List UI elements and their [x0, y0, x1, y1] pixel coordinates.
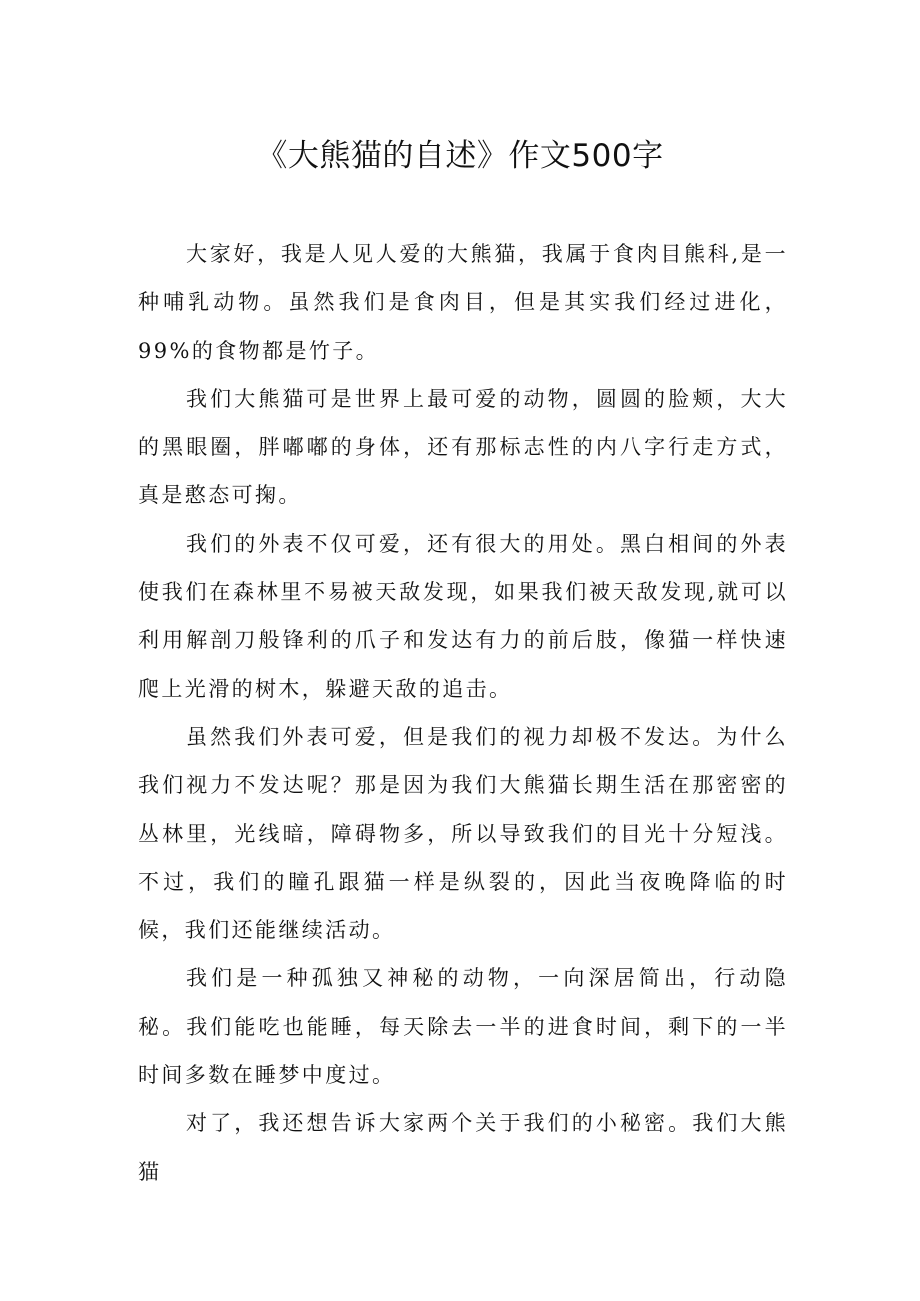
- paragraph-1: 大家好，我是人见人爱的大熊猫，我属于食肉目熊科,是一种哺乳动物。虽然我们是食肉目，但是其实我们经过进化，99%的食物都是竹子。: [138, 242, 788, 363]
- paragraph-5: 我们是一种孤独又神秘的动物，一向深居简出，行动隐秘。我们能吃也能睡，每天除去一半的进食时间，剩下的一半时间多数在睡梦中度过。: [138, 966, 788, 1088]
- paragraph-3: 我们的外表不仅可爱，还有很大的用处。黑白相间的外表使我们在森林里不易被天敌发现，如果我们被天敌发现,就可以利用解剖刀般锋利的爪子和发达有力的前后肢，像猫一样快速爬上光滑的树木，躲避天敌的追击。: [138, 531, 788, 701]
- document-body: [138, 230, 788, 1196]
- paragraph-6: 对了，我还想告诉大家两个关于我们的小秘密。我们大熊猫: [138, 1111, 788, 1184]
- document-title: 《大熊猫的自述》作文500字: [256, 138, 664, 174]
- paragraph-4: 虽然我们外表可爱，但是我们的视力却极不发达。为什么我们视力不发达呢？那是因为我们大熊猫长期生活在那密密的丛林里，光线暗，障碍物多，所以导致我们的目光十分短浅。不过，我们的瞳孔跟猫一样是纵裂的，因此当夜晚降临的时候，我们还能继续活动。: [138, 724, 788, 943]
- paragraph-2: 我们大熊猫可是世界上最可爱的动物，圆圆的脸颊，大大的黑眼圈，胖嘟嘟的身体，还有那标志性的内八字行走方式，真是憨态可掬。: [138, 386, 788, 508]
